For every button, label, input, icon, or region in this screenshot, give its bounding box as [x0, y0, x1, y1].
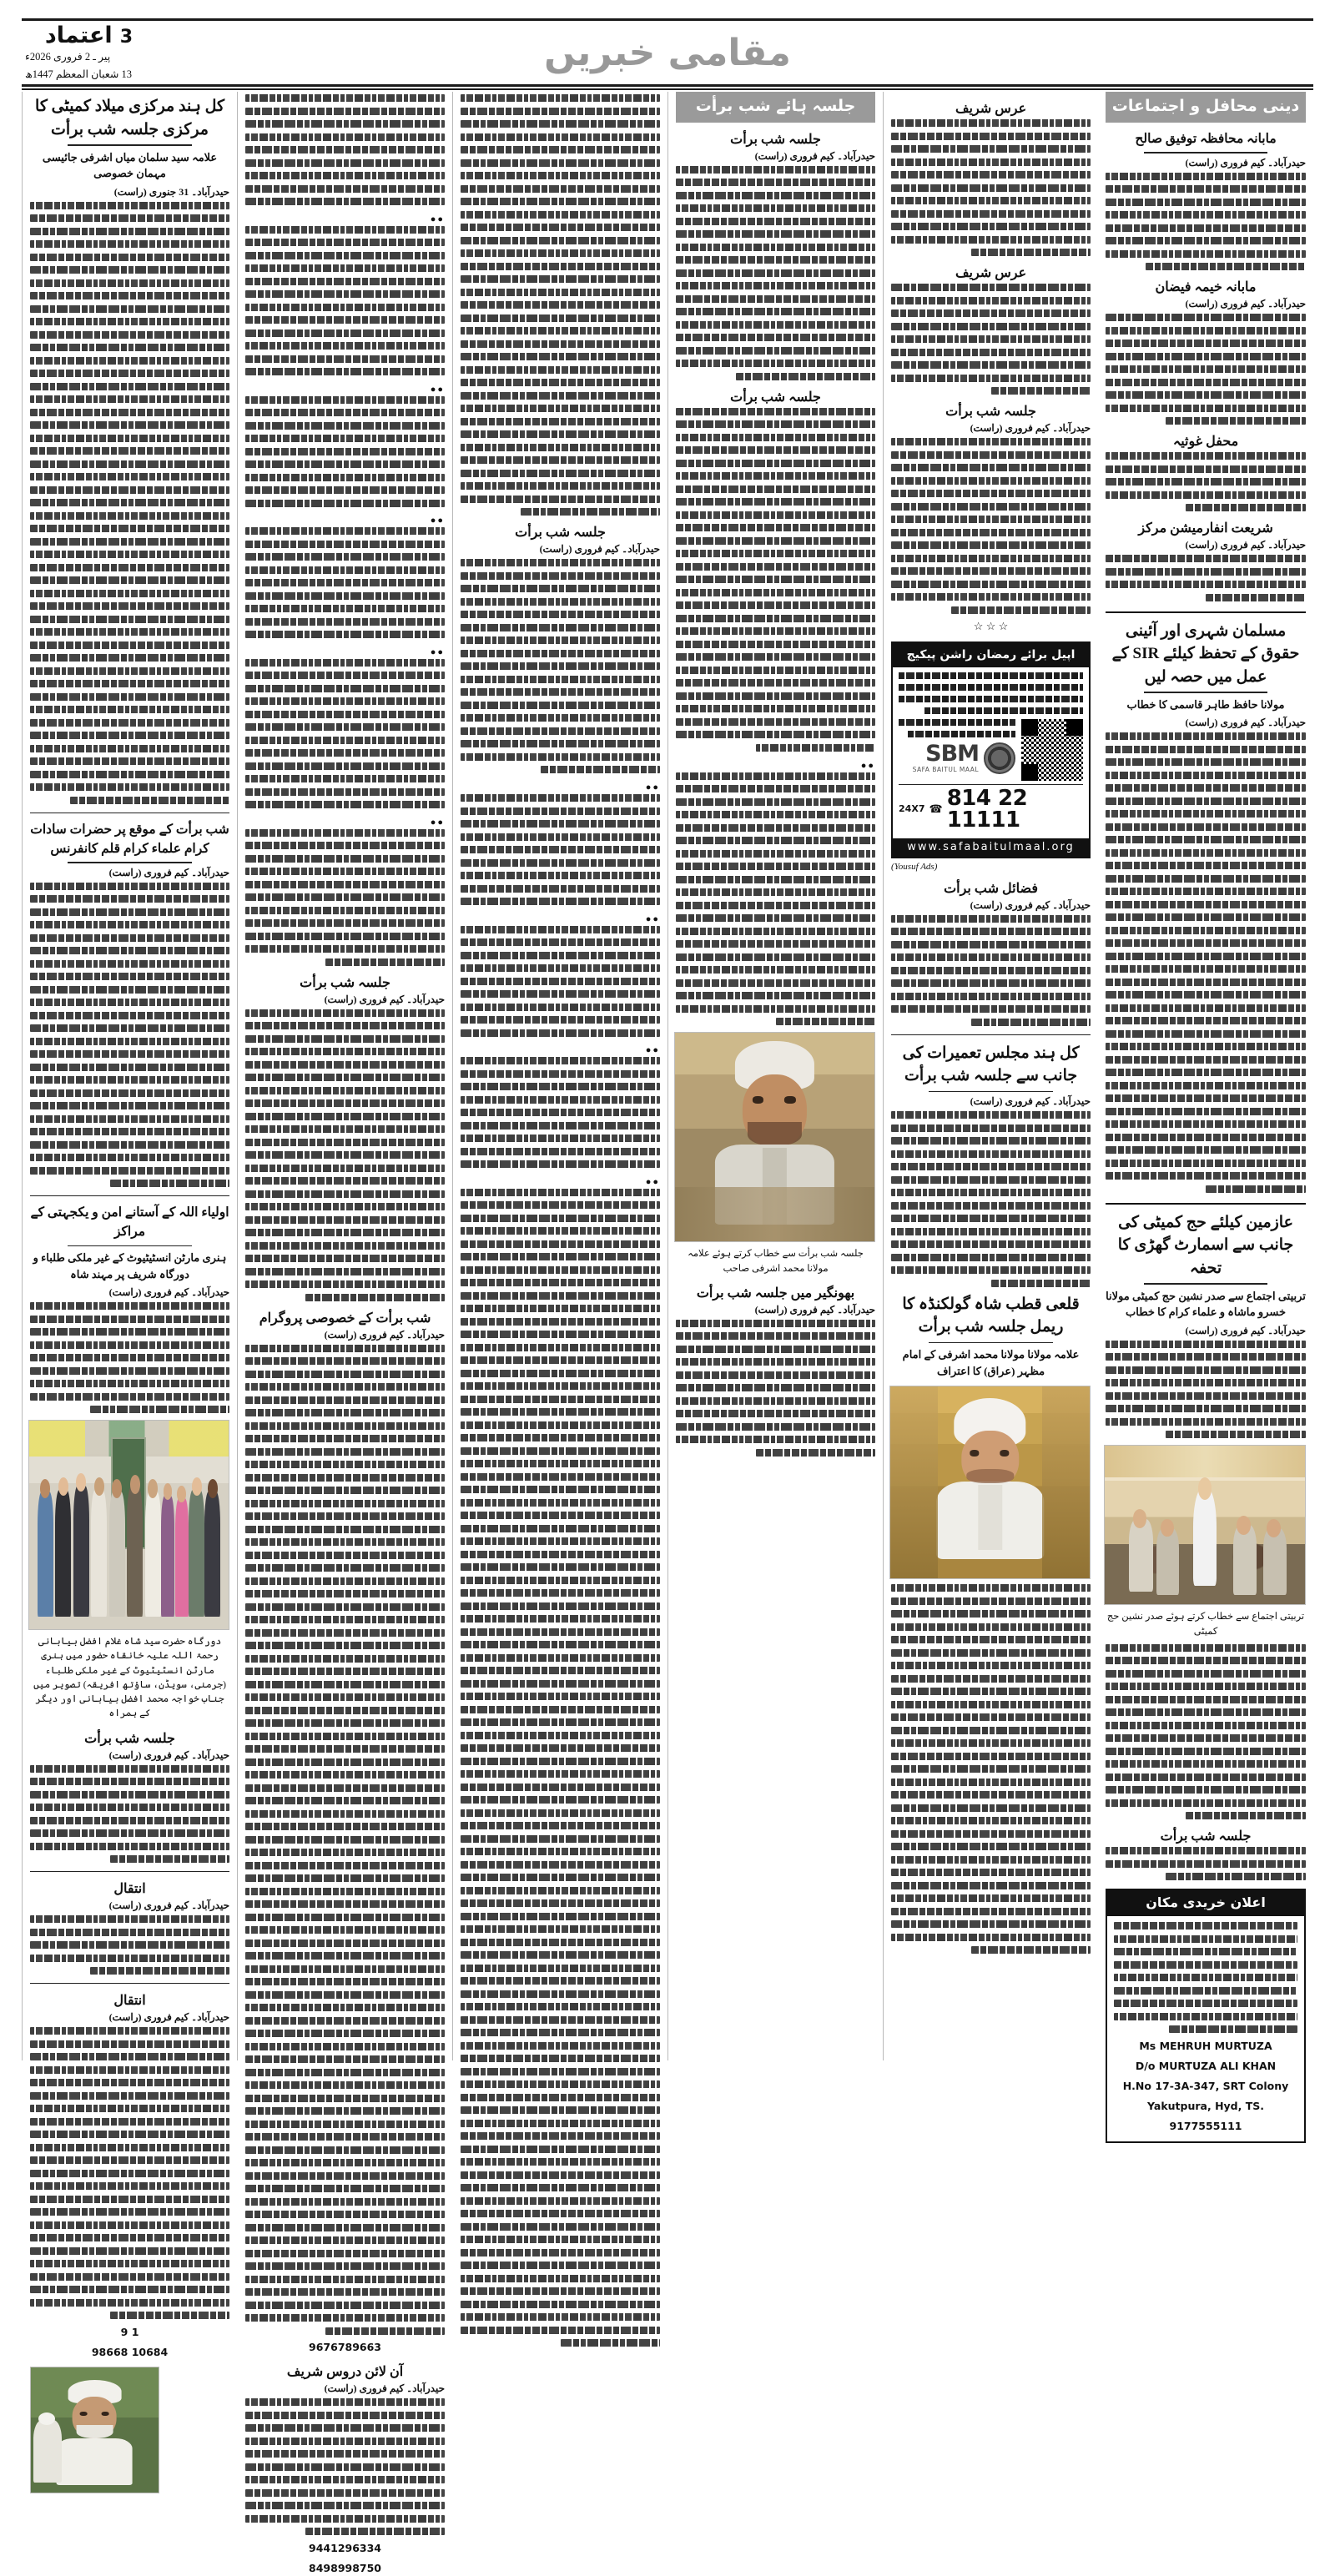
bullet-marker: ●● [645, 913, 661, 924]
column-5 [883, 92, 1098, 2060]
c5-golconda-headline: قلعی قطب شاہ گولکنڈہ کا ریمل جلسہ شب برأت [902, 1295, 1080, 1336]
classified-contact-address-2: Yakutpura, Hyd, TS. [1147, 2100, 1265, 2113]
bullet-marker: ●● [860, 760, 876, 771]
divider [1106, 1203, 1306, 1205]
rule [68, 144, 191, 146]
c4-story-b-body [676, 408, 875, 752]
bullet-marker: ●● [645, 1176, 661, 1187]
c5-urs-1-body [891, 119, 1091, 256]
khateeb-portrait-photo [889, 1386, 1091, 1579]
column-6 [1098, 92, 1313, 2133]
dateline: حیدرآباد۔ کیم فروری (راست) [108, 866, 230, 878]
ad-phone-row[interactable] [899, 784, 1083, 831]
c4-c5-tameerat-headline: کل ہند مجلس تعمیرات کی جانب سے جلسہ شب برأت [902, 1044, 1080, 1085]
dateline: حیدرآباد۔ کیم فروری (راست) [970, 898, 1091, 911]
c1-obit2-body [30, 1899, 229, 1975]
column-grid [22, 92, 1313, 2574]
classified-body [1107, 1916, 1304, 2141]
phone-icon: ☎ [929, 802, 943, 815]
speaker-photo-caption: جلسہ شب برأت سے خطاب کرتے ہوئے علامہ مولانا محمد اشرفی صاحب [688, 1249, 864, 1274]
dateline: حیدرآباد۔ کیم فروری (راست) [1185, 1324, 1306, 1336]
rule [68, 862, 191, 863]
classified-heading: اعلان خریدی مکان [1107, 1890, 1304, 1916]
ad-website[interactable]: www.safabaitulmaal.org [893, 838, 1089, 857]
dateline: حیدرآباد۔ کیم فروری (راست) [108, 1286, 230, 1299]
dateline: حیدرآباد۔ 31 جنوری (راست) [113, 185, 230, 198]
c1-obit1-headline: جلسہ شب برأت [84, 1731, 175, 1746]
banner-religious-gatherings: دینی محافل و اجتماعات [1106, 92, 1306, 123]
c1-phone-1[interactable]: 98668 10684 [91, 2345, 169, 2358]
sbm-advertisement[interactable] [891, 641, 1091, 858]
c4-story-b-headline: جلسہ شب برأت [730, 390, 821, 405]
c2-story-a-headline: جلسہ شب برأت [300, 975, 390, 990]
ad-headline: اپیل برائے رمضان راشن پیکیج [893, 643, 1089, 667]
c6-story-b-body [1106, 298, 1306, 425]
speaker-portrait-photo [674, 1032, 875, 1242]
c1-story3-headline: اولیاء اللہ کے آستانے امن و یکجہتی کے مراکز [30, 1205, 229, 1240]
c1-story3-subhead: ہنری مارٹن انسٹیٹیوٹ کے غیر ملکی طلباء و دورگاہ شریف پر مہند شاہ [33, 1251, 227, 1280]
group-photo-caption: دورگاہ حضرت سید شاہ غلام افضل بیابانی رحمۃ اللہ علیہ خانقاہ حضور میں ہنری مارٹن انسٹیٹیوٹ کے غیر ملکی طلباء (جرمنی، سویڈن، ساؤتھ افریقہ) تصویر میں جناب خواجہ محمد افضل بیابانی اور دیگر کے ہمراہ [33, 1637, 226, 1719]
c6-obit-body [1106, 1847, 1306, 1880]
c3-bulleted-notices [461, 779, 660, 2347]
divider [30, 1195, 229, 1196]
c2-story-b-headline: شب برأت کے خصوصی پروگرام [259, 1311, 431, 1326]
c6-story-a-body [1106, 157, 1306, 271]
c6-sir-body [1106, 717, 1306, 1193]
dateline: حیدرآباد۔ کیم فروری (راست) [324, 993, 446, 1005]
c1-obit1-body [30, 1749, 229, 1864]
c4-top-headline: جلسہ شب برأت [730, 132, 821, 147]
c1-phone-2[interactable]: 9 1 [120, 2325, 139, 2338]
ad-qr-row [899, 719, 1083, 781]
c5-meeting-headline: جلسہ شب برأت [945, 405, 1036, 419]
dateline: حیدرآباد۔ کیم فروری (راست) [108, 1899, 230, 1912]
rule [1144, 152, 1268, 153]
dateline: حیدرآباد۔ کیم فروری (راست) [754, 1303, 876, 1316]
c2-lead-body [245, 94, 445, 966]
c1-lead-body [30, 186, 229, 804]
bullet-marker: ●● [430, 214, 446, 224]
hajj-meeting-photo [1104, 1445, 1306, 1605]
c5-golconda-subhead: علامہ مولانا مولانا محمد اشرفی کے امام مظہر (عراق) کا اعتراف [902, 1348, 1080, 1377]
dateline: حیدرآباد۔ کیم فروری (راست) [1185, 539, 1306, 551]
c6-sir-headline: مسلمان شہری اور آئینی حقوق کے تحفظ کیلئے SIR کے عمل میں حصہ لیں [1111, 621, 1300, 686]
dateline: حیدرآباد۔ کیم فروری (راست) [324, 1328, 446, 1341]
c6-story-b-headline: مابانہ خیمہ فیضان [1155, 280, 1257, 295]
c6-hajj-subhead: تربیتی اجتماع سے صدر نشین حج کمیٹی مولانا خسرو ماشاہ و علماء کرام کا خطاب [1106, 1289, 1306, 1319]
c5-urs-1-headline: عرس شریف [955, 102, 1027, 116]
bullet-marker: ●● [430, 384, 446, 395]
c4-list-body [676, 757, 875, 1026]
c1-story2-headline: شب برأت کے موقع پر حضرات سادات کرام علماء کرام قلم کانفرنس [30, 822, 229, 856]
page-title: مقامی خبریں [544, 31, 791, 74]
rule [929, 1342, 1052, 1344]
sbm-seal-icon [984, 742, 1015, 774]
c5-golconda-body [891, 1584, 1091, 1954]
classified-contact-father: D/o MURTUZA ALI KHAN [1135, 2060, 1277, 2073]
c4-story-e-headline: بھونگیر میں جلسہ شب برأت [696, 1285, 855, 1301]
c6-sir-subhead: مولانا حافظ طاہر قاسمی کا خطاب [1126, 697, 1285, 711]
rule [929, 1091, 1052, 1093]
c6-hajj-body-cont [1106, 1644, 1306, 1820]
classified-contact-address-1: H.No 17-3A-347, SRT Colony [1122, 2080, 1289, 2093]
sbm-wordmark: SBM [925, 741, 980, 767]
dateline: حیدرآباد۔ کیم فروری (راست) [1185, 717, 1306, 729]
c5-meeting-body [891, 422, 1091, 614]
c6-story-a-headline: مابانہ محافظہ توفیق صالح [1135, 131, 1277, 146]
ad-body [893, 667, 1089, 834]
page-number: 3 [119, 27, 132, 48]
dateline: حیدرآباد۔ کیم فروری (راست) [970, 422, 1091, 434]
dateline: حیدرآباد۔ کیم فروری (راست) [324, 2382, 446, 2395]
c4-top-body [676, 150, 875, 380]
c5-fazail-body [891, 899, 1091, 1026]
c4-story-e-body [676, 1304, 875, 1457]
dateline: حیدرآباد۔ کیم فروری (راست) [754, 149, 876, 162]
star-divider: ☆ ☆ ☆ [973, 619, 1009, 632]
masthead [22, 18, 1313, 87]
bullet-marker: ●● [430, 817, 446, 828]
c6-story-c-headline: محفل غوثیہ [1172, 435, 1239, 450]
ad-qr-caption [899, 719, 1015, 774]
c5-fazail-headline: فضائل شب برأت [944, 881, 1038, 896]
c5-urs-2-body [891, 284, 1091, 395]
c1-lead-subhead: علامہ سید سلمان میاں اشرفی جائیسی مہمان خصوصی [42, 150, 218, 180]
c2-story-a-body [245, 994, 445, 1301]
c6-obit-headline: جلسہ شب برأت [1160, 1829, 1252, 1844]
c1-obit2-headline: انتقال [113, 1882, 146, 1897]
dateline: حیدرآباد۔ کیم فروری (راست) [108, 2011, 230, 2024]
c6-story-d-headline: شریعت انفارمیشن مرکز [1138, 521, 1273, 536]
bullet-marker: ●● [645, 1045, 661, 1055]
c5-tameerat-body [891, 1095, 1091, 1287]
c1-story3-body [30, 1286, 229, 1413]
ad-24x7-label: 24X7 [899, 803, 925, 814]
c2-story-c-headline: آن لائن دروس شریف [286, 2365, 404, 2380]
sbm-logo-row [899, 742, 1015, 774]
c1-lead-headline: کل ہند مرکزی میلاد کمیٹی کا مرکزی جلسہ شب برأت [35, 98, 225, 138]
obituary-portrait-photo [30, 2367, 159, 2493]
brand-logo: اعتماد [44, 23, 113, 48]
c3-lead-body [461, 94, 660, 516]
dateline: حیدرآباد۔ کیم فروری (راست) [1185, 298, 1306, 310]
c5-urs-2-headline: عرس شریف [955, 266, 1027, 280]
masthead-brand-row [25, 24, 132, 47]
column-2 [237, 92, 452, 2574]
c6-hajj-headline: عازمین کیلئے حج کمیٹی کی جانب سے اسمارٹ گھڑی کا تحفہ [1117, 1213, 1294, 1277]
c6-hajj-body [1106, 1325, 1306, 1439]
dateline: حیدرآباد۔ کیم فروری (راست) [539, 543, 661, 555]
divider [1106, 611, 1306, 613]
c2-story-c-body [245, 2382, 445, 2576]
dateline: حیدرآباد۔ کیم فروری (راست) [108, 1748, 230, 1761]
divider [891, 1034, 1091, 1035]
c2-story-b-body [245, 1329, 445, 2356]
c6-story-d-body [1106, 539, 1306, 601]
dateline: حیدرآباد۔ کیم فروری (راست) [1185, 156, 1306, 169]
date-hijri: 13 شعبان المعظم 1447ھ [25, 68, 132, 81]
group-photo [28, 1420, 229, 1630]
divider [30, 1871, 229, 1872]
c1-story2-body [30, 867, 229, 1188]
masthead-left-block [25, 24, 132, 82]
ad-phone-number[interactable]: 814 22 11111 [946, 785, 1028, 833]
c1-obit3-body [30, 2011, 229, 2360]
c2-phone-c[interactable]: 9441296334 [309, 2541, 382, 2554]
c3-meeting-body [461, 543, 660, 773]
sbm-wordmark-sub: SAFA BAITUL MAAL [912, 766, 980, 773]
c2-phone-b[interactable]: 8498998750 [309, 2561, 382, 2574]
divider [30, 1983, 229, 1984]
banner-shab-e-barat-meetings: جلسہ ہائے شب برأت [676, 92, 875, 123]
column-4 [668, 92, 883, 2060]
bullet-marker: ●● [430, 647, 446, 657]
rule [68, 1245, 191, 1247]
classified-contact-name: Ms MEHRUH MURTUZA [1139, 2039, 1272, 2052]
ad-credit: (Yousuf Ads) [891, 861, 938, 872]
column-3 [452, 92, 668, 2060]
c2-phone-a[interactable]: 9676789663 [309, 2341, 382, 2353]
rule [1144, 692, 1268, 693]
rule [1144, 1283, 1268, 1285]
classified-ad-box [1106, 1889, 1306, 2142]
c3-meeting-headline: جلسہ شب برأت [515, 526, 606, 540]
bullet-marker: ●● [645, 782, 661, 792]
c1-obit3-headline: انتقال [113, 1994, 146, 2009]
dateline: حیدرآباد۔ کیم فروری (راست) [970, 1095, 1091, 1108]
column-1 [22, 92, 237, 2358]
c6-story-c-body [1106, 452, 1306, 511]
hajj-photo-caption: تربیتی اجتماع سے خطاب کرتے ہوئے صدر نشین حج کمیٹی [1106, 1612, 1305, 1637]
bullet-marker: ●● [430, 516, 446, 526]
classified-contact-phone[interactable]: 9177555111 [1169, 2120, 1242, 2133]
qr-code-icon[interactable] [1021, 719, 1083, 781]
date-gregorian: پیر ـ 2 فروری 2026ء [25, 51, 111, 63]
